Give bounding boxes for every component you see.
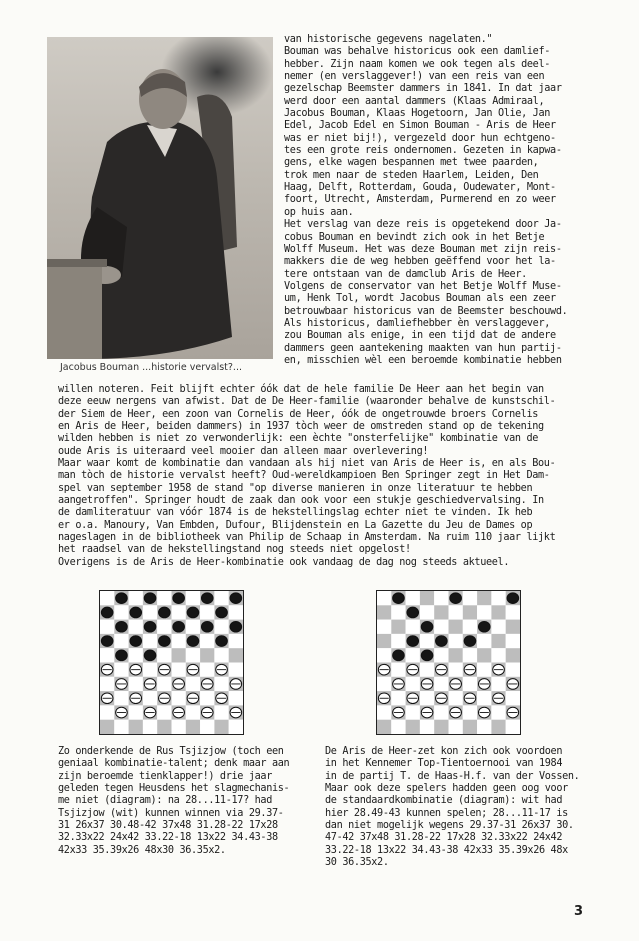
light-square [391,720,405,734]
light-square [463,591,477,605]
light-square [420,605,434,619]
light-square [463,677,477,691]
text-line: um, Henk Tol, wordt Jacobus Bouman als een zeer [284,293,556,305]
dark-square [377,605,391,619]
white-piece [101,664,113,675]
text-line: nageslagen in de bibliotheek van Philip de Schaap in Amsterdam. Na ruim 110 jaar lijkt [58,532,556,544]
text-line: 32.33x22 24x42 33.22-18 13x22 34.43-38 [58,832,278,844]
light-square [143,663,157,677]
light-square [420,663,434,677]
black-piece [230,621,242,632]
light-square [434,677,448,691]
white-piece [144,707,156,718]
light-square [391,634,405,648]
light-square [114,720,128,734]
light-square [477,605,491,619]
white-piece [378,664,390,675]
black-piece [407,636,419,647]
white-piece [101,693,113,704]
text-line: Haag, Delft, Rotterdam, Gouda, Oudewater, Mont- [284,182,556,194]
light-square [229,634,243,648]
black-piece [144,621,156,632]
text-line: tes een grote reis ondernomen. Gezeten in kapwa- [284,145,562,157]
black-piece [230,593,242,604]
text-line: in het Kennemer Top-Tientoernooi van 1984 [325,758,563,770]
light-square [406,620,420,634]
diagram-caption-right [325,746,579,869]
dark-square [463,720,477,734]
text-line: was er niet bij!), vergezeld door hun echtgeno- [284,132,556,144]
text-line: Edel, Jacob Edel en Simon Bouman - Aris de Heer [284,120,556,132]
black-piece [173,593,185,604]
light-square [377,591,391,605]
black-piece [130,636,142,647]
text-line: De Aris de Heer-zet kon zich ook voordoen [325,746,563,757]
light-square [157,705,171,719]
text-line: 31 26x37 30.48-42 37x48 31.28-22 17x28 [58,820,278,832]
text-line: zijn beroemde tienklapper!) drie jaar [58,770,272,782]
light-square [100,648,114,662]
white-piece [450,679,462,690]
light-square [391,605,405,619]
light-square [491,648,505,662]
light-square [229,691,243,705]
text-line: Maar waar komt de kombinatie dan vandaan als hij niet van Aris de Heer is, en als Bou- [58,458,556,470]
text-line: gezelschap Beemster dammers in 1841. In dat jaar [284,83,562,95]
text-line: tere ontstaan van de damclub Aris de Heer. [284,268,527,280]
white-piece [393,679,405,690]
white-piece [378,693,390,704]
light-square [200,691,214,705]
text-line: Overigens is de Aris de Heer-kombinatie ook vandaag de dag nog steeds aktueel. [58,556,510,568]
text-line: en, misschien wèl een beroemde kombinatie hebben [284,354,562,366]
text-line: spel van september 1958 de stand "op diverse manieren in onze literatuur te hebben [58,482,533,494]
text-line: man tòch de historie vervalst heeft? Oud-wereldkampioen Ben Springer zegt in Het Dam- [58,470,550,482]
text-line: de damliteratuur van vóór 1874 is de hekstellingslag echter niet te vinden. Ik heb [58,507,533,519]
light-square [229,605,243,619]
dark-square [449,620,463,634]
light-square [143,691,157,705]
light-square [200,663,214,677]
text-line: me niet (diagram): na 28...11-17? had [58,795,272,807]
light-square [406,705,420,719]
black-piece [159,607,171,618]
dark-square [491,634,505,648]
light-square [229,663,243,677]
black-piece [421,621,433,632]
light-square [506,605,520,619]
article-column [284,34,624,367]
black-piece [201,593,213,604]
light-square [143,605,157,619]
light-square [477,663,491,677]
light-square [186,591,200,605]
black-piece [393,650,405,661]
text-line: der Siem de Heer, een zoon van Cornelis de Heer, óók de ongetrouwde broers Cornelis [58,408,539,420]
light-square [377,677,391,691]
black-piece [201,621,213,632]
light-square [114,663,128,677]
light-square [186,705,200,719]
light-square [420,634,434,648]
light-square [129,677,143,691]
text-line: geleden tegen Heusdens het slagmechanis- [58,783,290,795]
white-piece [421,707,433,718]
text-line: 33.22-18 13x22 34.43-38 42x33 35.39x26 48x [325,844,568,856]
black-piece [216,607,228,618]
white-piece [393,707,405,718]
light-square [406,591,420,605]
light-square [406,648,420,662]
white-piece [230,707,242,718]
light-square [506,691,520,705]
light-square [377,648,391,662]
light-square [100,677,114,691]
black-piece [144,650,156,661]
light-square [114,605,128,619]
white-piece [436,693,448,704]
light-square [463,620,477,634]
draughts-diagram-1 [99,590,244,735]
black-piece [507,593,519,604]
dark-square [477,591,491,605]
black-piece [478,621,490,632]
text-line: cobus Bouman en bevindt zich ook in het Betje [284,231,545,243]
text-line: Maar ook deze spelers hadden geen oog voor [325,783,568,795]
black-piece [144,593,156,604]
text-line: in de partij T. de Haas-H.f. van der Vossen. [325,770,580,782]
text-line: Wolff Museum. Het was deze Bouman met zijn reis- [284,243,562,255]
text-line: gens, elke wagen bespannen met twee paarden, [284,157,539,169]
photo-caption: Jacobus Bouman ...historie vervalst?... [60,362,242,373]
light-square [200,605,214,619]
light-square [129,705,143,719]
black-piece [450,593,462,604]
dark-square [214,720,228,734]
white-piece [478,707,490,718]
light-square [391,691,405,705]
light-square [143,634,157,648]
black-piece [464,636,476,647]
dark-square [391,620,405,634]
light-square [100,705,114,719]
black-piece [216,636,228,647]
text-line: Bouman was behalve historicus ook een damlief- [284,46,551,58]
white-piece [201,707,213,718]
white-piece [436,664,448,675]
text-line: Als historicus, damliefhebber èn verslaggever, [284,317,551,329]
light-square [377,705,391,719]
light-square [172,663,186,677]
white-piece [173,707,185,718]
black-piece [116,621,128,632]
light-square [420,720,434,734]
text-line: van historische gegevens nagelaten." [284,34,493,45]
dark-square [157,720,171,734]
text-line: de standaardkombinatie (diagram): wit had [325,795,563,807]
light-square [114,634,128,648]
text-line: zou Bouman als enige, in een tijd dat de andere [284,330,556,342]
light-square [434,705,448,719]
dark-square [129,720,143,734]
black-piece [159,636,171,647]
white-piece [159,664,171,675]
white-piece [407,693,419,704]
dark-square [477,648,491,662]
diagram-caption-left [58,746,289,857]
black-piece [101,607,113,618]
light-square [129,648,143,662]
black-piece [436,636,448,647]
text-line: wilden hebben is niet zo verwonderlijk: een èchte "onsterfelijke" kombinatie van de [58,433,539,445]
dark-square [506,620,520,634]
dark-square [463,605,477,619]
light-square [449,720,463,734]
white-piece [144,679,156,690]
text-line: aangetroffen". Springer houdt de zaak dan ook voor een stukje geschiedvervalsing. In [58,495,544,507]
text-line: geniaal kombinatie-talent; denk maar aan [58,758,290,770]
black-piece [407,607,419,618]
text-line: makkers die de weg hebben geëffend voor het la- [284,256,556,268]
light-square [172,720,186,734]
white-piece [187,664,199,675]
light-square [129,591,143,605]
white-piece [230,679,242,690]
black-piece [187,607,199,618]
white-piece [116,707,128,718]
white-piece [159,693,171,704]
text-line: Tsjizjow (wit) kunnen winnen via 29.37- [58,807,284,819]
light-square [214,705,228,719]
light-square [491,591,505,605]
white-piece [407,664,419,675]
black-piece [130,607,142,618]
light-square [434,620,448,634]
light-square [157,591,171,605]
light-square [157,648,171,662]
black-piece [116,650,128,661]
white-piece [201,679,213,690]
light-square [491,620,505,634]
text-line: dan niet mogelijk wegens 29.37-31 26x37 30. [325,820,574,832]
dark-square [172,648,186,662]
black-piece [116,593,128,604]
text-line: foort, Utrecht, Amsterdam, Purmerend en zo weer [284,194,556,206]
white-piece [507,679,519,690]
white-piece [173,679,185,690]
text-line: en Aris de Heer, beiden dammers) in 1937 tòch weer de omstreden stand op de tekening [58,421,544,433]
light-square [434,591,448,605]
dark-square [491,720,505,734]
white-piece [493,693,505,704]
light-square [377,620,391,634]
dark-square [186,720,200,734]
dark-square [377,634,391,648]
light-square [477,634,491,648]
light-square [214,591,228,605]
black-piece [101,636,113,647]
light-square [406,677,420,691]
light-square [506,663,520,677]
light-square [129,620,143,634]
white-piece [216,664,228,675]
text-line: 47-42 37x48 31.28-22 17x28 32.33x22 24x42 [325,832,563,844]
light-square [491,677,505,691]
light-square [186,648,200,662]
text-line: hebber. Zijn naam komen we ook tegen als deel- [284,58,551,70]
white-piece [116,679,128,690]
light-square [420,691,434,705]
light-square [449,605,463,619]
text-line: dammers geen aantekening maakten van hun partij- [284,342,562,354]
dark-square [491,605,505,619]
white-piece [464,693,476,704]
text-line: willen noteren. Feit blijft echter óók dat de hele familie De Heer aan het begin van [58,384,544,395]
dark-square [406,720,420,734]
text-line: Volgens de conservator van het Betje Wolff Muse- [284,280,562,292]
light-square [463,705,477,719]
light-square [100,591,114,605]
text-line: Jacobus Bouman, Klaas Hogetoorn, Jan Olie, Jan [284,108,551,120]
light-square [157,677,171,691]
white-piece [478,679,490,690]
text-line: deze eeuw nergens van afwist. Dat de De Heer-familie (waaronder behalve de kunstschil- [58,396,556,408]
light-square [157,620,171,634]
text-line: 42x33 35.39x26 48x30 36.35x2. [58,844,226,856]
light-square [214,677,228,691]
light-square [114,691,128,705]
light-square [477,720,491,734]
light-square [172,605,186,619]
light-square [391,663,405,677]
light-square [477,691,491,705]
text-line: hier 28.49-43 kunnen spelen; 28...11-17 is [325,807,568,819]
text-line: Het verslag van deze reis is opgetekend door Ja- [284,219,562,231]
dark-square [434,605,448,619]
black-piece [393,593,405,604]
portrait-photo [47,37,273,359]
white-piece [130,664,142,675]
light-square [200,720,214,734]
text-line: Zo onderkende de Rus Tsjizjow (toch een [58,746,284,757]
black-piece [173,621,185,632]
light-square [172,691,186,705]
text-line: nemer (en verslaggever!) van een reis van een [284,71,545,83]
white-piece [450,707,462,718]
white-piece [130,693,142,704]
text-line: trok men naar de steden Haarlem, Leiden, Den [284,169,539,181]
white-piece [507,707,519,718]
light-square [229,720,243,734]
white-piece [421,679,433,690]
black-piece [187,636,199,647]
dark-square [200,648,214,662]
text-line: het raadsel van de hekstellingstand nog steeds niet opgelost! [58,544,411,556]
portrait-figure [47,37,273,359]
dark-square [229,648,243,662]
text-line: werd door een aantal dammers (Klaas Admiraal, [284,95,545,107]
light-square [172,634,186,648]
dark-square [434,720,448,734]
text-line: op huis aan. [284,206,354,218]
light-square [506,634,520,648]
white-piece [464,664,476,675]
light-square [491,705,505,719]
black-piece [421,650,433,661]
page-number: 3 [574,904,584,919]
text-line: 30 36.35x2. [325,857,389,869]
light-square [214,620,228,634]
dark-square [420,591,434,605]
article-body [58,384,628,569]
light-square [214,648,228,662]
light-square [506,720,520,734]
light-square [200,634,214,648]
light-square [434,648,448,662]
light-square [186,677,200,691]
white-piece [493,664,505,675]
light-square [449,663,463,677]
white-piece [187,693,199,704]
dark-square [100,720,114,734]
text-line: er o.a. Manoury, Van Embden, Dufour, Blijdenstein en La Gazette du Jeu de Dames op [58,519,533,531]
light-square [449,634,463,648]
dark-square [506,648,520,662]
light-square [186,620,200,634]
light-square [449,691,463,705]
light-square [100,620,114,634]
text-line: betrouwbaar historicus van de Beemster beschouwd. [284,305,568,317]
text-line: oude Aris is uiteraard veel mooier dan alleen maar overlevering! [58,445,429,457]
white-piece [216,693,228,704]
draughts-diagram-2 [376,590,521,735]
board-grid [100,591,243,734]
light-square [143,720,157,734]
dark-square [449,648,463,662]
light-square [463,648,477,662]
dark-square [377,720,391,734]
board-grid [377,591,520,734]
